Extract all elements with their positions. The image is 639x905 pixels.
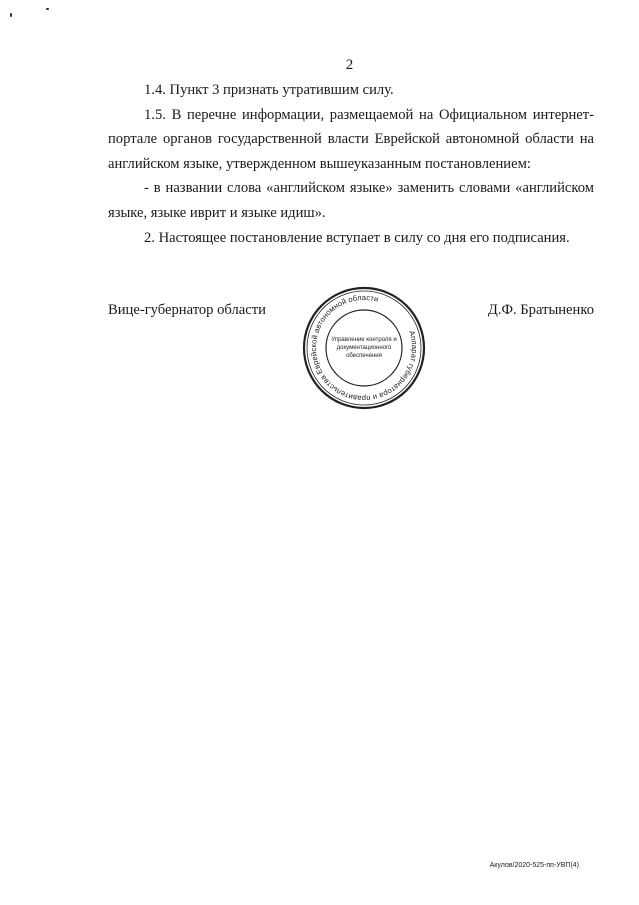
seal-inner-line-3: обеспечения bbox=[346, 353, 382, 359]
scan-speck bbox=[46, 8, 49, 10]
seal-inner-line-2: документационного bbox=[336, 345, 392, 351]
page-number: 2 bbox=[345, 57, 354, 73]
paragraph-2: 2. Настоящее постановление вступает в силу со дня его подписания. bbox=[144, 229, 570, 246]
paragraph-1-4: 1.4. Пункт 3 признать утратившим силу. bbox=[144, 82, 394, 98]
signatory-name: Д.Ф. Братыненко bbox=[487, 302, 594, 318]
paragraph-replacement: - в названии слова «английском языке» заменить словами «английском языке, языке иврит и языке идиш». bbox=[108, 180, 594, 221]
signatory-role: Вице-губернатор области bbox=[108, 302, 266, 318]
seal-inner-line-1: Управление контроля и bbox=[331, 337, 397, 343]
official-seal-stamp bbox=[301, 285, 427, 411]
scan-speck bbox=[10, 13, 12, 17]
document-reference-code: Акулов/2020-525-пп-УВП(4) bbox=[489, 862, 579, 869]
paragraph-1-5: 1.5. В перечне информации, размещаемой на Официальном интернет-портале органов государственной власти Еврейской автономной области на английском языке, утвержденном вышеуказанным постановлением: bbox=[108, 106, 594, 172]
document-body bbox=[108, 78, 594, 250]
seal-outer-text: Аппарат губернатора и правительства Еврейской автономной области bbox=[308, 292, 420, 404]
